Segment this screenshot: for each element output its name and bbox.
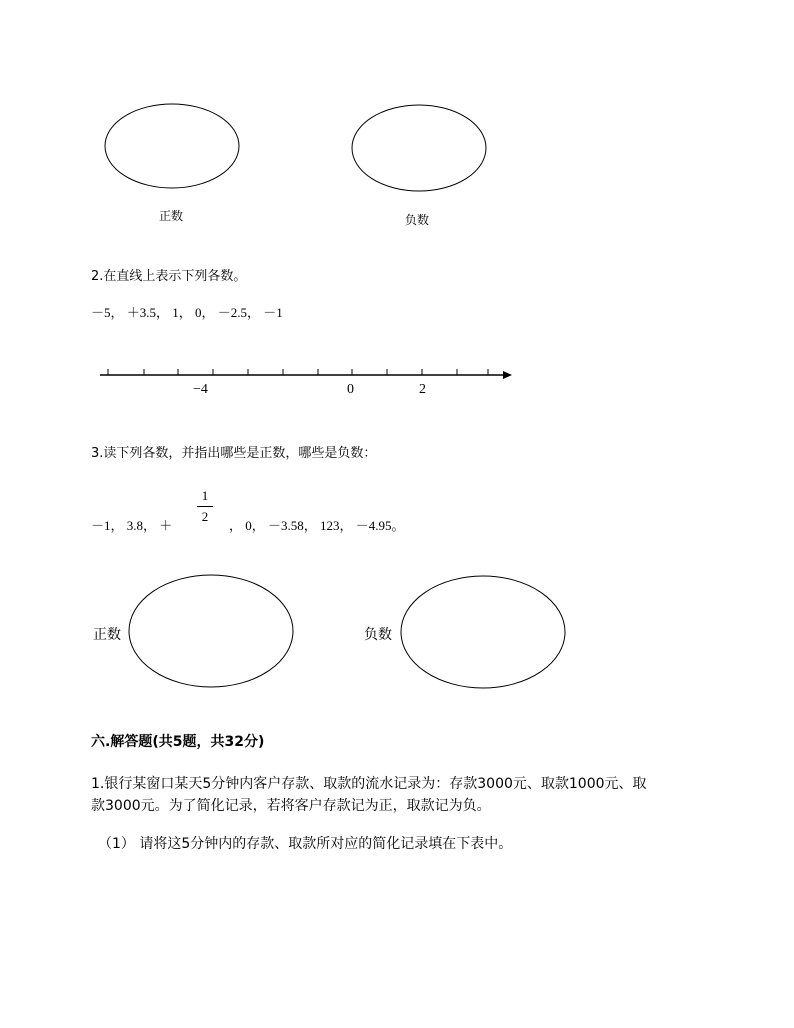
negative-label-top: 负数: [405, 213, 430, 227]
q2-prompt: 2.在直线上表示下列各数。: [91, 269, 247, 284]
q3-prompt: 3.读下列各数，并指出哪些是正数，哪些是负数：: [91, 446, 377, 461]
positive-oval-top: [105, 104, 239, 188]
tick-label-neg4: −4: [193, 382, 208, 397]
q2-number-list: －5， ＋3.5， 1， 0， －2.5， －1: [91, 305, 283, 320]
negative-oval-q3: [401, 576, 565, 688]
negative-oval-top: [352, 105, 486, 191]
tick-label-2: 2: [419, 382, 426, 397]
number-line-arrow: [503, 371, 512, 379]
section6-q1-sub1: （1） 请将这5分钟内的存款、取款所对应的简化记录填在下表中。: [98, 836, 513, 852]
q3-numbers-before: －1， 3.8， ＋: [91, 518, 173, 533]
section6-q1-line1: 1.银行某窗口某天5分钟内客户存款、取款的流水记录为：存款3000元、取款1000元、取: [91, 776, 647, 792]
tick-label-0: 0: [347, 382, 354, 397]
negative-label-q3: 负数: [364, 627, 392, 643]
section6-q1-line2: 款3000元。为了简化记录，若将客户存款记为正，取款记为负。: [91, 798, 491, 814]
fraction-numerator: 1: [201, 488, 209, 503]
q3-numbers-after: ， 0， －3.58， 123， －4.95。: [229, 518, 405, 533]
fraction-bar: [197, 506, 213, 507]
positive-label-top: 正数: [159, 209, 184, 223]
fraction-denominator: 2: [201, 509, 209, 524]
positive-label-q3: 正数: [93, 627, 121, 643]
number-line-ticks: [108, 369, 488, 375]
number-line: [100, 369, 512, 379]
q3-fraction: [197, 488, 213, 525]
positive-oval-q3: [129, 575, 293, 687]
section6-heading: 六.解答题(共5题，共32分): [91, 734, 265, 750]
